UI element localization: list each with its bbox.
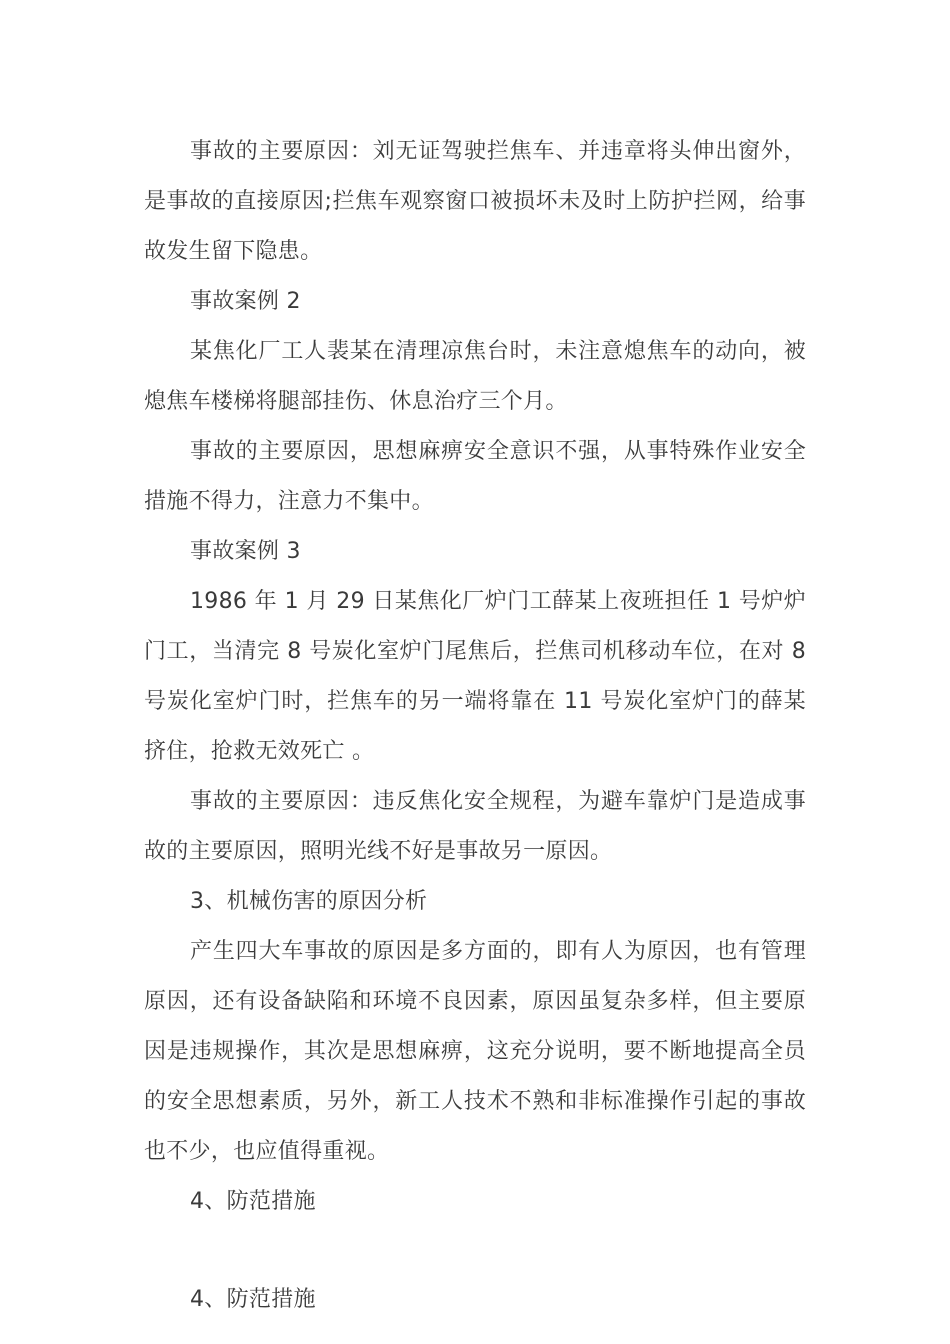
- paragraph-cause-3: 事故的主要原因：违反焦化安全规程，为避车靠炉门是造成事故的主要原因，照明光线不好是事故另一原因。: [144, 789, 806, 864]
- paragraph-cause-1: 事故的主要原因：刘无证驾驶拦焦车、并违章将头伸出窗外，是事故的直接原因;拦焦车观察窗口被损坏未及时上防护拦网，给事故发生留下隐患。: [144, 139, 806, 264]
- document-body: [144, 127, 806, 1227]
- paragraph-analysis: 产生四大车事故的原因是多方面的，即有人为原因，也有管理原因，还有设备缺陷和环境不良因素，原因虽复杂多样，但主要原因是违规操作，其次是思想麻痹，这充分说明，要不断地提高全员的安全思想素质，另外，新工人技术不熟和非标准操作引起的事故也不少，也应值得重视。: [144, 939, 806, 1164]
- paragraph-case-3: 1986 年 1 月 29 日某焦化厂炉门工薛某上夜班担任 1 号炉炉门工，当清完 8 号炭化室炉门尾焦后，拦焦司机移动车位，在对 8 号炭化室炉门时，拦焦车的另一端将靠在 11 号炭化室炉门的薛某挤住，抢救无效死亡 。: [144, 589, 806, 764]
- heading-section-4-repeat: 4、防范措施: [190, 1287, 316, 1312]
- heading-section-3: 3、机械伤害的原因分析: [190, 889, 428, 914]
- heading-section-4: 4、防范措施: [190, 1189, 316, 1214]
- heading-case-2: 事故案例 2: [190, 289, 301, 314]
- paragraph-cause-2: 事故的主要原因，思想麻痹安全意识不强，从事特殊作业安全措施不得力，注意力不集中。: [144, 439, 806, 514]
- paragraph-case-2: 某焦化厂工人裴某在清理凉焦台时，未注意熄焦车的动向，被熄焦车楼梯将腿部挂伤、休息治疗三个月。: [144, 339, 806, 414]
- heading-case-3: 事故案例 3: [190, 539, 301, 564]
